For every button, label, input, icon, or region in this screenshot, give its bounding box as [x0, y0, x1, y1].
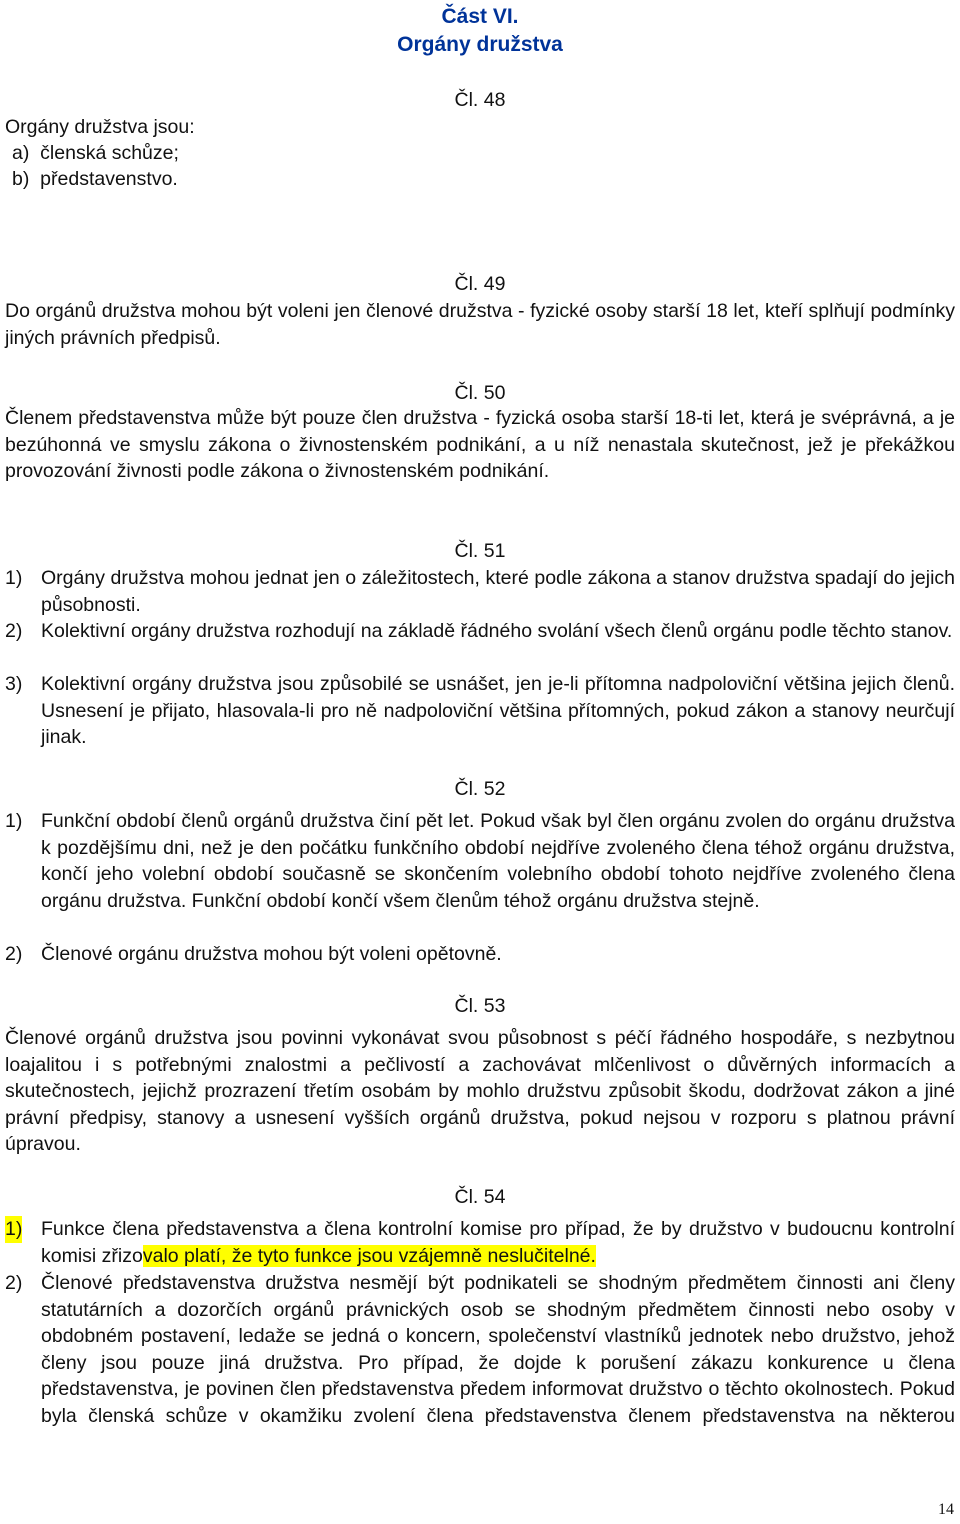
article-51-label: Čl. 51	[454, 540, 506, 562]
part-title: Orgány družstva	[397, 33, 563, 56]
item-number: 3)	[5, 673, 23, 695]
article-49-text: Do orgánů družstva mohou být voleni jen členové družstva - fyzické osoby starší 18 let, kteří splňují podmínky jiných právních předpisů.	[5, 300, 955, 349]
article-53-text: Členové orgánů družstva jsou povinni vykonávat svou působnost s péčí řádného hospodáře, s nezbytnou loajalitou i s potřebnými znalostmi a pečlivostí a zachovávat mlčenlivost o důvěrných informacích a skutečnostech, jejichž prozrazení třetím osobám by mohlo družstvu způsobit škodu, dodržovat zákon a jiné právní předpisy, stanovy a usnesení vyšších orgánů družstva, pokud nejsou v rozporu s platnou právní úpravou.	[5, 1027, 955, 1155]
item-number: 1)	[5, 1216, 22, 1243]
list-item: a) členská schůze;	[12, 142, 179, 164]
item-text: Orgány družstva mohou jednat jen o záležitostech, které podle zákona a stanov družstva spadají do jejich působnosti.	[41, 567, 955, 616]
item-number: 1)	[5, 567, 23, 589]
item-text: Funkční období členů orgánů družstva činí pět let. Pokud však byl člen orgánu zvolen do orgánu družstva k pozdějšímu dni, než je den počátku funkčního období nejdříve zvoleného člena téhož orgánu družstva, končí jeho volební období současně se skončením volebního období tohoto nejdříve zvoleného člena orgánu družstva. Funkční období končí všem členům téhož orgánu družstva stejně.	[41, 810, 955, 912]
item-text: Členové představenstva družstva nesmějí být podnikateli se shodným předmětem činnosti ani členy statutárních a dozorčích orgánů právnických osob se shodným předmětem činnosti nebo osoby v obdobném postavení, ledaže se jedná o koncern, společenství vlastníků jednotek nebo družstvo, jehož členy jsou pouze jiná družstva. Pro případ, že dojde k porušení zákazu konkurence u člena představenstva, je povinen člen představenstva předem informovat družstvo o těchto okolnostech. Pokud byla členská schůze v okamžiku zvolení člena představenstva členem představenstva na některou	[41, 1272, 955, 1427]
item-number: 2)	[5, 1272, 23, 1294]
item-number: 2)	[5, 620, 23, 642]
article-52-label: Čl. 52	[454, 778, 506, 800]
list-item: b) představenstvo.	[12, 168, 178, 190]
article-50-text: Členem představenstva může být pouze člen družstva - fyzická osoba starší 18-ti let, která je svéprávná, a je bezúhonná ve smyslu zákona o živnostenském podnikání, a u níž nenastala skutečnost, jež je překážkou provozování živnosti podle zákona o živnostenském podnikání.	[5, 407, 955, 482]
item-text: Kolektivní orgány družstva rozhodují na základě řádného svolání všech členů orgánu podle těchto stanov.	[41, 620, 953, 642]
item-text-plain: Funkce člena představenstva a člena kontrolní komise pro případ, že by družstvo v budoucnu kontrolní komisi zřizo	[41, 1218, 955, 1267]
highlighted-text: valo platí, že tyto funkce jsou vzájemně neslučitelné.	[142, 1244, 596, 1267]
item-number: 2)	[5, 943, 23, 965]
part-heading: Část VI.	[441, 5, 519, 28]
article-50-label: Čl. 50	[454, 382, 506, 404]
article-54-label: Čl. 54	[454, 1186, 506, 1208]
article-48-label: Čl. 48	[454, 89, 506, 111]
article-49-label: Čl. 49	[454, 273, 506, 295]
item-text: Členové orgánu družstva mohou být voleni opětovně.	[41, 943, 502, 965]
article-53-label: Čl. 53	[454, 995, 506, 1017]
page-number: 14	[938, 1501, 954, 1518]
item-number: 1)	[5, 810, 23, 832]
item-text: Kolektivní orgány družstva jsou způsobilé se usnášet, jen je-li přítomna nadpoloviční většina jejich členů. Usnesení je přijato, hlasovala-li pro ně nadpoloviční většina přítomných, pokud zákon a stanovy neurčují jinak.	[41, 673, 955, 748]
article-48-intro: Orgány družstva jsou:	[5, 116, 195, 138]
item-text	[41, 1216, 955, 1269]
